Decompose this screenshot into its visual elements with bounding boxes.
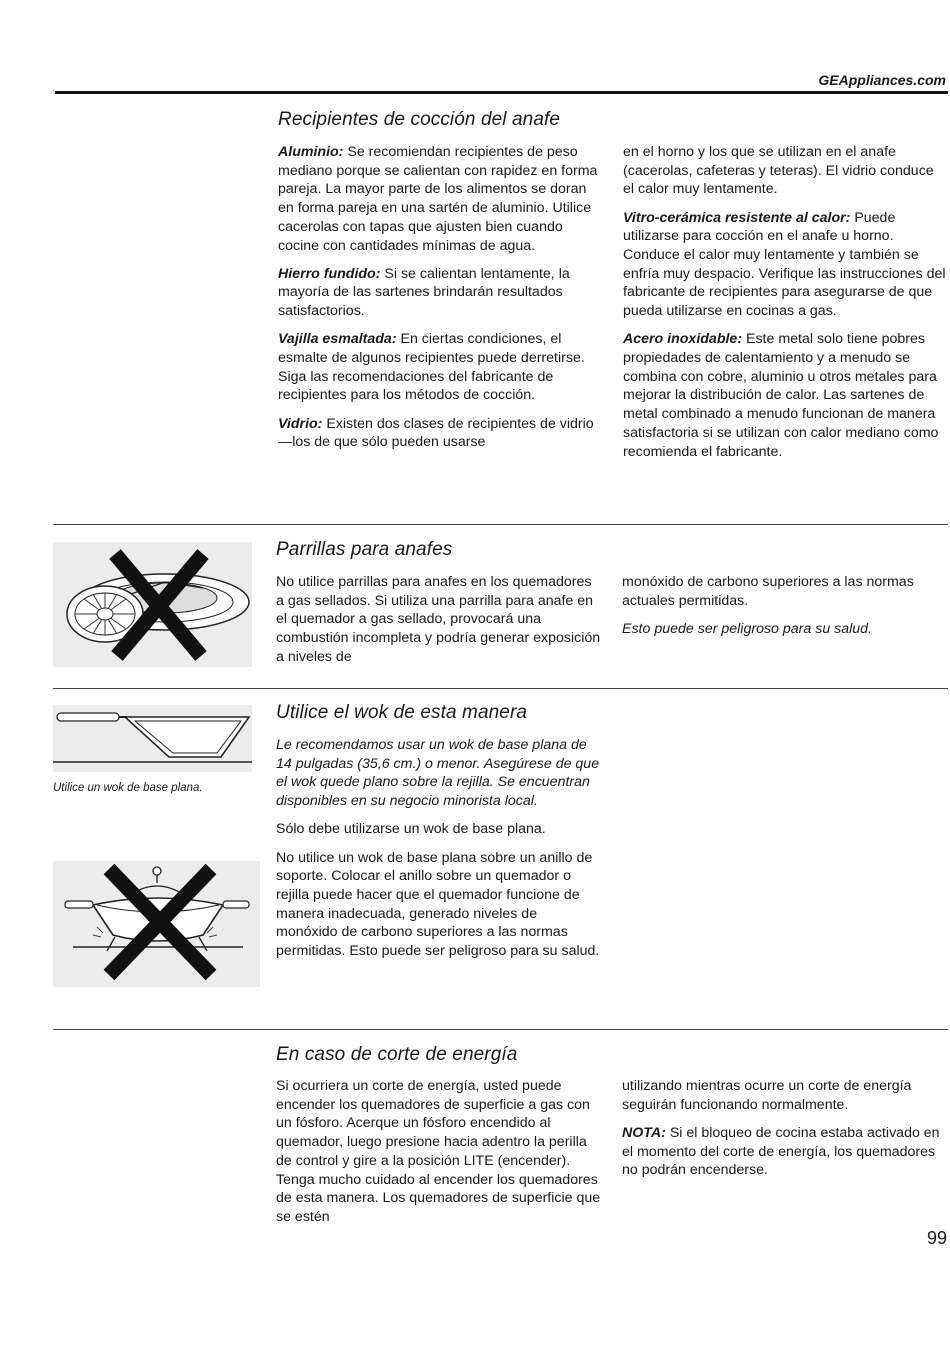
paragraph-glass [278,415,603,452]
paragraph-power-cont: utilizando mientras ocurre un corte de energía seguirán funcionando normalmente. [622,1078,912,1113]
lead-stainless: Acero inoxidable: [623,331,743,348]
wok-ring-illustration [53,861,260,987]
lead-ceramic-glass: Vitro-cerámica resistente al calor: [623,209,851,226]
paragraph-glass-cont [623,143,947,199]
power-left-column [276,1077,602,1236]
text-glass-cont: en el horno y los que se utilizan en el anafe (cacerolas, cafeteras y teteras). El vidrio conduce el calor muy lentamente. [623,144,934,198]
text-glass: Existen dos clases de recipientes de vidrio—los de que sólo pueden usarse [278,415,594,451]
power-right-column [622,1077,947,1190]
paragraph-cast-iron [278,265,603,321]
section-divider [53,524,948,525]
paragraph-grills-cont: monóxido de carbono superiores a las normas actuales permitidas. [622,574,914,609]
grills-right-column [622,573,947,648]
lead-cast-iron: Hierro fundido: [278,265,381,282]
section-title-wok: Utilice el wok de esta manera [276,702,528,723]
paragraph-stainless [623,330,947,461]
section-title-power-outage: En caso de corte de energía [276,1044,518,1065]
text-ceramic-glass: Puede utilizarse para cocción en el anafe u horno. Conduce el calor muy lentamente y también se enfría muy despacio. Verifique las instrucciones del fabricante de recipientes para asegurarse de que pueda utilizarse en cocinas a gas. [623,209,946,320]
wok-caption: Utilice un wok de base plana. [53,782,203,794]
section-divider [53,1029,948,1030]
paragraph-enamelware [278,330,603,405]
stovetop-grill-prohibited-image [53,542,252,667]
text-cast-iron: Si se calientan lentamente, la mayoría de las sartenes brindarán resultados satisfactorios. [278,265,570,320]
cookware-left-column [278,143,603,462]
lead-enamelware: Vajilla esmaltada: [278,331,397,348]
paragraph-ceramic-glass [623,209,947,321]
flat-bottom-wok-illustration [53,705,252,772]
section-divider [53,688,948,689]
text-aluminum: Se recomiendan recipientes de peso mediano porque se calientan con rapidez en forma pareja. La mayor parte de los alimentos se doran en forma pareja en una sartén de aluminio. Utilice cacerolas con tapas que ajusten bien cuando cocine con cantidades mínimas de agua. [278,144,598,254]
paragraph-wok-flat-only: Sólo debe utilizarse un wok de base plana. [276,821,546,838]
lead-aluminum: Aluminio: [278,144,344,160]
paragraph-power-note [622,1124,947,1180]
paragraph-wok-intro: Le recomendamos usar un wok de base plana de 14 pulgadas (35,6 cm.) o menor. Asegúrese de que el wok quede plano sobre la rejilla. Se encuentran disponibles en su negocio minorista local. [276,737,600,810]
note-text: Si el bloqueo de cocina estaba activado en el momento del corte de energía, los quemadores no podrán encenderse. [622,1124,940,1179]
cookware-right-column [623,143,947,471]
paragraph-power: Si ocurriera un corte de energía, usted puede encender los quemadores de superficie a gas con un fósforo. Acerque un fósforo encendido al quemador, luego presione hacia adentro la perilla de control y gire a la posición LITE (encender). Tenga mucho cuidado al encender los quemadores de esta manera. Los quemadores de superficie que se estén [276,1078,601,1225]
text-stainless: Este metal solo tiene pobres propiedades de calentamiento y a menudo se combina con cobre, aluminio u otros metales para mejorar la distribución de calor. Las sartenes de metal combinado a menudo funcionan de manera satisfactoria si se utilizan con calor mediano como recomienda el fabricante. [623,331,939,460]
text-enamelware: En ciertas condiciones, el esmalte de algunos recipientes puede derretirse. Siga las recomendaciones del fabricante de recipientes para los métodos de cocción. [278,331,585,404]
header-rule [55,91,948,94]
section-title-grills: Parrillas para anafes [276,539,453,560]
note-lead: NOTA: [622,1124,666,1141]
flat-bottom-wok-image [53,705,252,772]
paragraph-grills-warning: Esto puede ser peligroso para su salud. [622,620,873,637]
wok-column [276,736,602,970]
paragraph-grills: No utilice parrillas para anafes en los quemadores a gas sellados. Si utiliza una parrilla para anafe en el quemador a gas sellado, provocará una combustión incompleta y podría generar exposición a niveles de [276,574,601,665]
paragraph-aluminum [278,143,603,255]
page-number: 99 [926,1228,947,1248]
grills-left-column [276,573,602,676]
stovetop-grill-illustration [53,542,252,667]
site-url: GEAppliances.com [818,72,946,88]
wok-ring-prohibited-image [53,861,260,987]
section-title-cookware: Recipientes de cocción del anafe [278,109,561,130]
lead-glass: Vidrio: [278,415,323,432]
paragraph-wok-ring-warning: No utilice un wok de base plana sobre un anillo de soporte. Colocar el anillo sobre un quemador o rejilla puede hacer que el quemador funcione de manera inadecuada, generado niveles de monóxido de carbono superiores a las normas permitidas. Esto puede ser peligroso para su salud. [276,849,600,960]
